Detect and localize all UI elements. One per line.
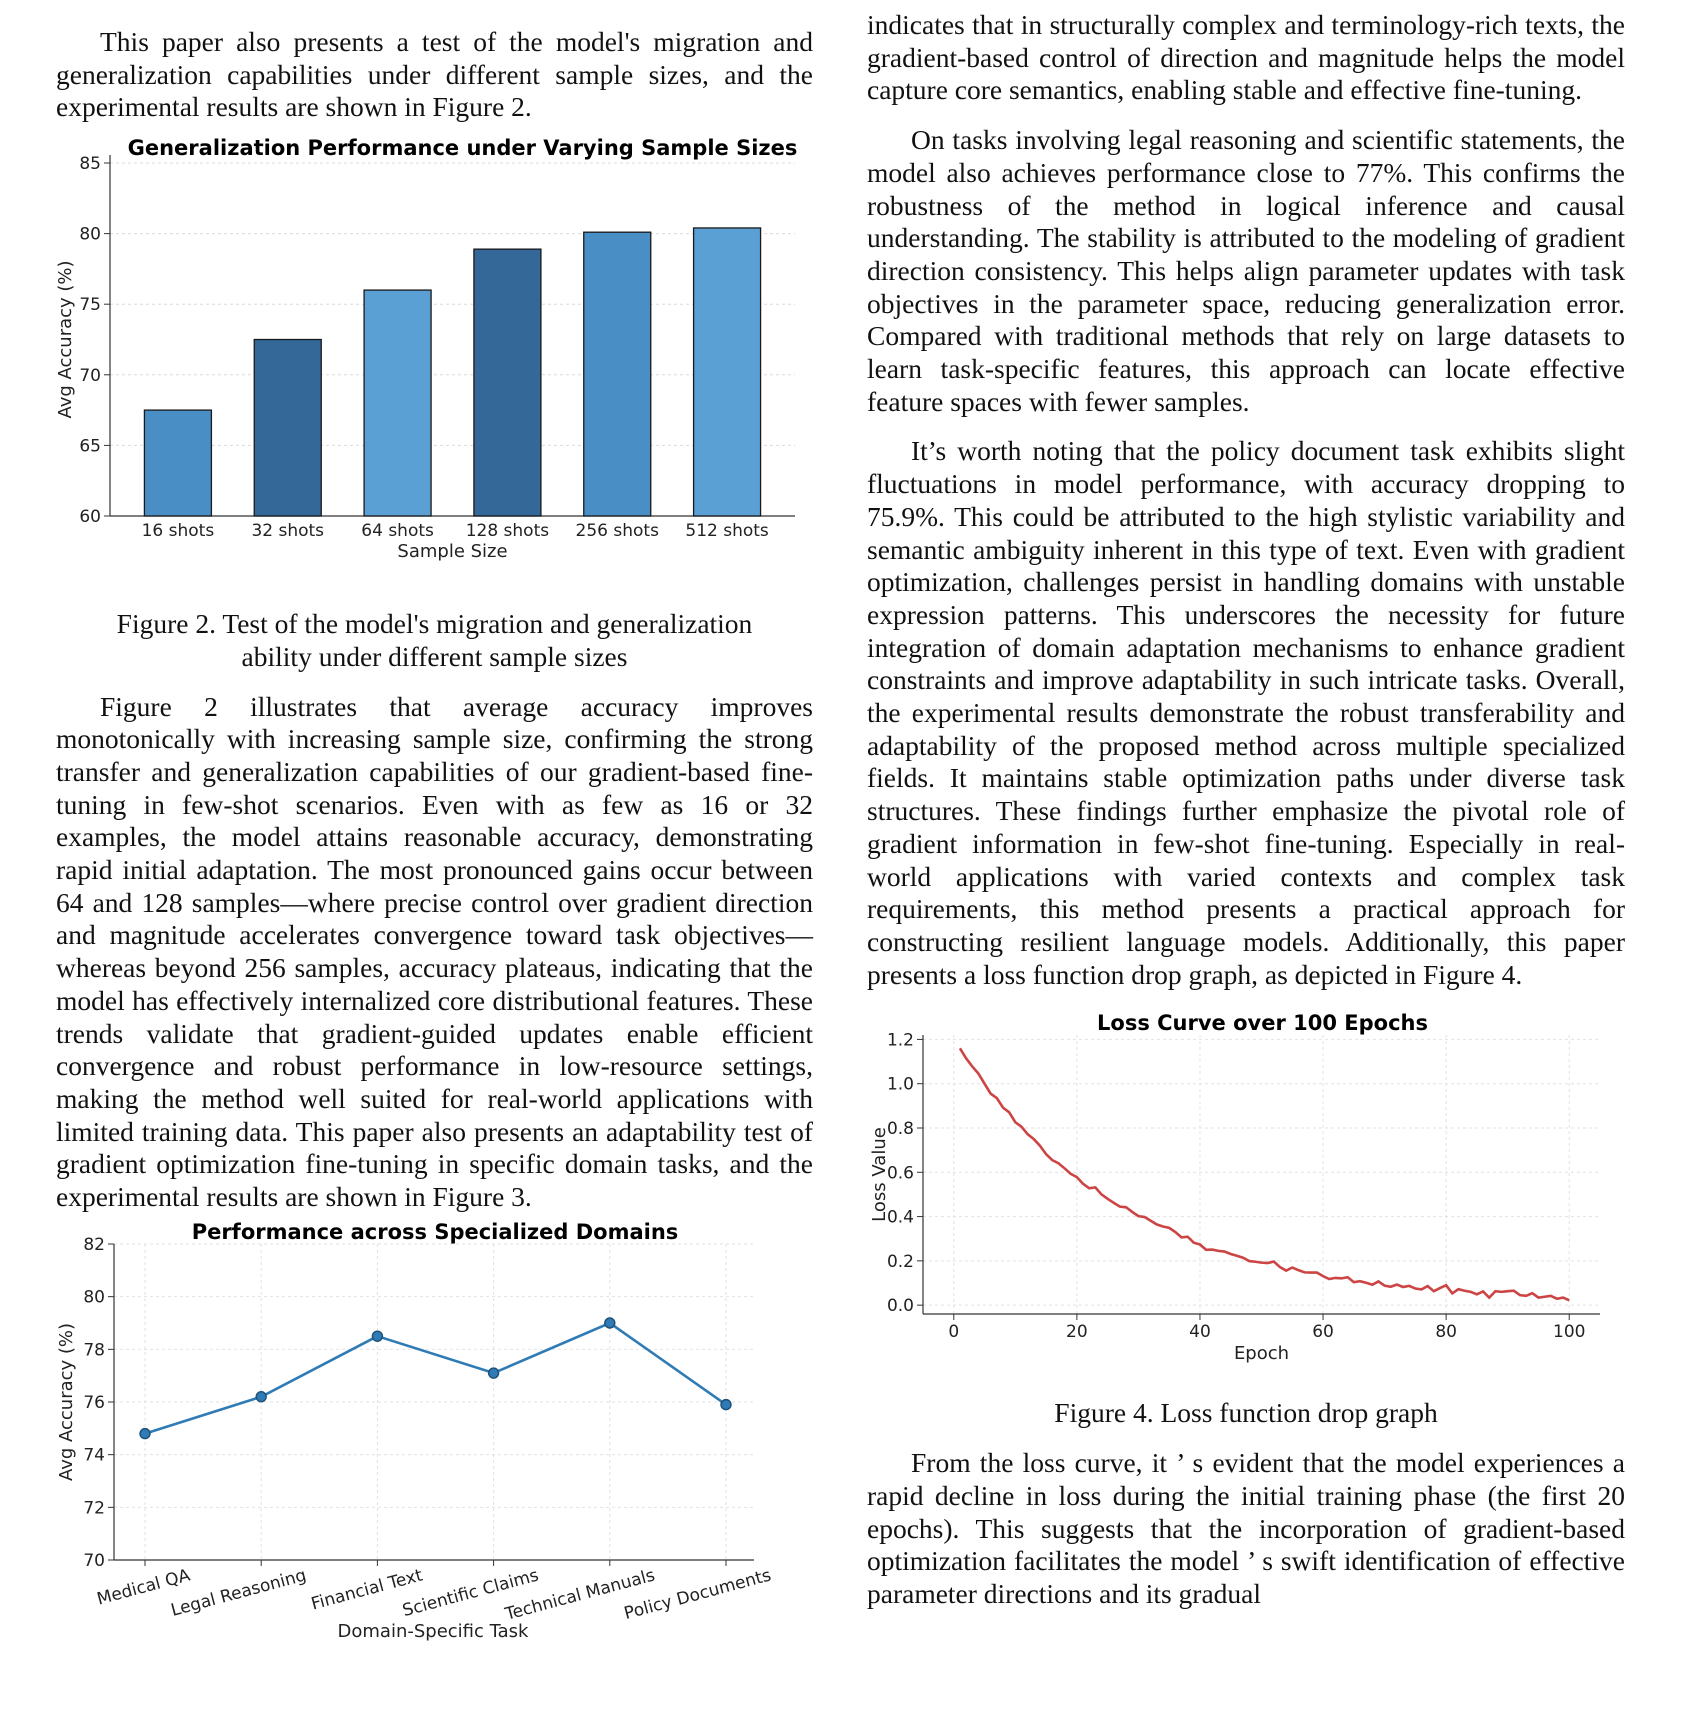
x-tick-label: 32 shots [251,521,325,542]
bar [584,232,651,516]
y-tick-label: 1.0 [886,1075,914,1096]
y-tick-label: 85 [79,154,101,175]
right-column [867,0,1625,1611]
y-tick-label: 74 [83,1445,105,1466]
y-axis-label: Loss Value [869,1127,890,1223]
y-tick-label: 70 [83,1550,105,1571]
x-tick-label: Scientific Claims [400,1565,541,1621]
x-tick-label: 80 [1435,1322,1457,1343]
y-tick-label: 80 [79,224,101,245]
x-axis-label: Epoch [1233,1343,1290,1365]
chart-title: Generalization Performance under Varying Sample Sizes [127,136,798,161]
x-tick-label: 0 [948,1322,960,1343]
bar [254,340,321,517]
chart-title: Performance across Specialized Domains [191,1219,679,1244]
x-tick-label: Policy Documents [622,1565,774,1624]
y-tick-label: 72 [83,1498,105,1519]
y-tick-label: 0.0 [886,1296,914,1317]
figure-2-caption: Figure 2. Test of the model's migration and generalization ability under different sample sizes [116,608,753,672]
data-point [721,1399,731,1409]
x-tick-label: 64 shots [361,521,434,542]
y-tick-label: 70 [79,365,101,386]
paragraph-legal-scientific: On tasks involving legal reasoning and scientific statements, the model also achieves performance close to 77%. This confirms the robustness of the method in logical inference and causal understanding. The stability is attributed to the modeling of gradient direction consistency. This helps align parameter updates with task objectives in the parameter space, reducing generalization error. Compared with traditional methods that rely on large datasets to learn task-specific features, this approach can locate effective feature spaces with fewer samples. [867,124,1625,417]
bar [474,249,541,516]
x-tick-label: Medical QA [94,1565,193,1610]
y-axis-label: Avg Accuracy (%) [56,1322,77,1481]
x-tick-label: 60 [1312,1322,1334,1343]
y-tick-label: 0.6 [886,1163,914,1184]
y-tick-label: 82 [83,1234,105,1255]
paragraph-figure2-intro: This paper also presents a test of the model's migration and generalization capabilities under different sample sizes, and the experimental results are shown in Figure 2. [56,26,813,123]
figure-4-caption: Figure 4. Loss function drop graph [1054,1397,1438,1429]
x-tick-label: 20 [1066,1322,1088,1343]
data-point [140,1428,150,1438]
y-tick-label: 78 [83,1340,105,1361]
y-axis-label: Avg Accuracy (%) [55,260,76,419]
y-tick-label: 80 [83,1287,105,1308]
x-axis-label: Domain-Specific Task [337,1620,529,1642]
x-tick-label: Financial Text [309,1565,425,1615]
bar [144,410,211,516]
x-tick-label: 512 shots [685,521,769,542]
bar [364,290,431,516]
paragraph-policy-documents: It’s worth noting that the policy document task exhibits slight fluctuations in model performance, with accuracy dropping to 75.9%. This could be attributed to the high stylistic variability and semantic ambiguity inherent in this type of text. Even with gradient optimization, challenges persist in handling domains with unstable expression patterns. This underscores the necessity for future integration of domain adaptation mechanisms to enhance gradient constraints and improve adaptability in such intricate tasks. Overall, the experimental results demonstrate the robust transferability and adaptability of the proposed method across multiple specialized fields. It maintains stable optimization paths under diverse task structures. These findings further emphasize the pivotal role of gradient information in few-shot fine-tuning. Especially in real-world applications with varied contexts and complex task requirements, this method presents a practical approach for constructing resilient language models. Additionally, this paper presents a loss function drop graph, as depicted in Figure 4. [867,435,1625,990]
x-tick-label: Legal Reasoning [168,1565,309,1621]
y-tick-label: 76 [83,1392,105,1413]
left-column [56,0,813,1684]
x-tick-label: 40 [1189,1322,1211,1343]
y-tick-label: 0.8 [886,1119,914,1140]
x-tick-label: 100 [1553,1322,1586,1343]
y-tick-label: 0.2 [886,1252,914,1273]
y-tick-label: 75 [79,295,101,316]
paragraph-loss-analysis: From the loss curve, it ’ s evident that the model experiences a rapid decline in loss during the initial training phase (the first 20 epochs). This suggests that the incorporation of gradient-based optimization facilitates the model ’ s swift identification of effective parameter directions and its gradual [867,1447,1625,1609]
paragraph-domain-results: indicates that in structurally complex and terminology-rich texts, the gradient-based control of direction and magnitude helps the model capture core semantics, enabling stable and effective fine-tuning. [867,9,1625,106]
chart-title: Loss Curve over 100 Epochs [1097,1011,1428,1036]
x-tick-label: 128 shots [465,521,550,542]
x-tick-label: 256 shots [575,521,659,542]
loss-line [960,1049,1569,1301]
x-tick-label: 16 shots [141,521,215,542]
data-point [256,1391,266,1401]
y-tick-label: 0.4 [886,1207,914,1228]
figure-4 [867,1009,1625,1379]
bar-chart-sample-sizes [0,136,798,596]
y-tick-label: 1.2 [886,1030,914,1051]
x-tick-label: Technical Manuals [503,1565,658,1625]
paragraph-figure2-analysis: Figure 2 illustrates that average accuracy improves monotonically with increasing sample size, confirming the strong transfer and generalization capabilities of our gradient-based fine-tuning in few-shot scenarios. Even with as few as 16 or 32 examples, the model attains reasonable accuracy, demonstrating rapid initial adaptation. The most pronounced gains occur between 64 and 128 samples—where precise control over gradient direction and magnitude accelerates convergence toward task objectives—whereas beyond 256 samples, accuracy plateaus, indicating that the model has effectively internalized core distributional features. These trends validate that gradient-guided updates enable efficient convergence and robust performance in low-resource settings, making the method well suited for real-world applications with limited training data. This paper also presents an adaptability test of gradient optimization fine-tuning in specific domain tasks, and the experimental results are shown in Figure 3. [56,690,813,1213]
y-tick-label: 60 [79,507,101,528]
y-tick-label: 65 [79,436,101,457]
figure-2 [56,136,813,596]
line-chart-loss [0,1009,1586,1379]
x-axis-label: Sample Size [397,541,508,563]
bar [694,228,761,516]
